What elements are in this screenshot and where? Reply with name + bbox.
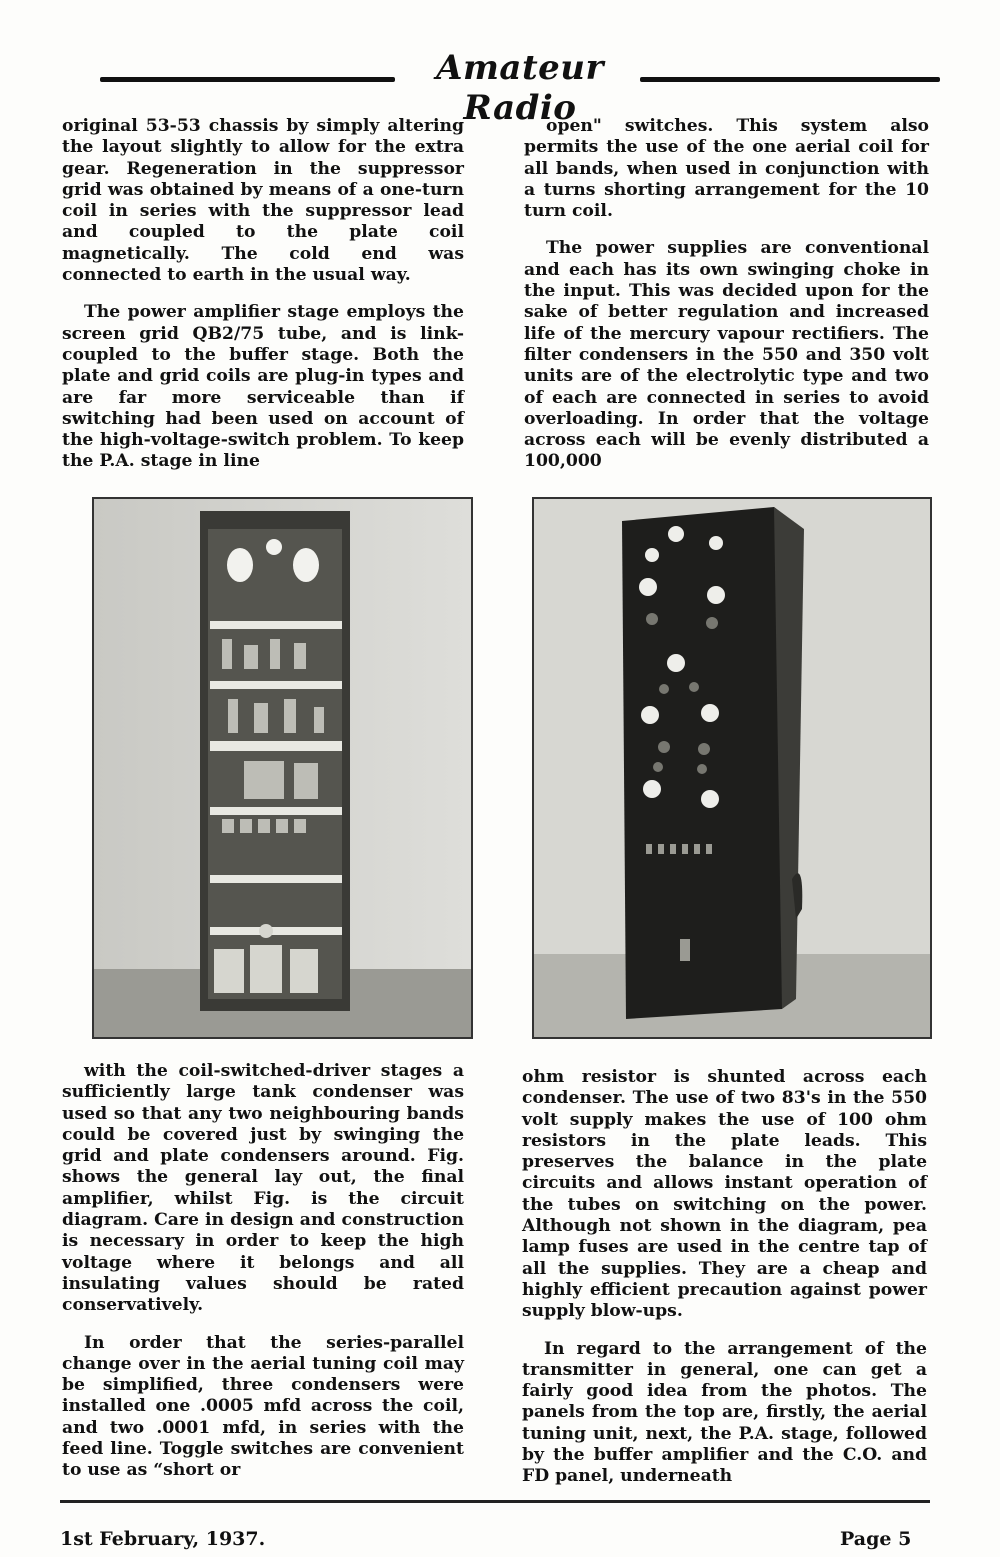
paragraph: In order that the series-parallel change over in the aerial tuning coil may be simplified, three condensers were installed one .0005 mfd across the coil, and two .0001 mfd, in series with the feed line. Toggle switches are convenient to use as “short or	[62, 1332, 464, 1481]
column-right-bottom	[522, 1067, 927, 1488]
paragraph: with the coil-switched-driver stages a sufficiently large tank condenser was used so that any two neighbouring bands could be covered just by swinging the grid and plate condensers around. Fig. shows the general lay out, the final amplifier, whilst Fig. is the circuit diagram. Care in design and construction is necessary in order to keep the high voltage where it belongs and all insulating values should be rated conservatively.	[62, 1061, 464, 1316]
page-number: Page 5	[840, 1528, 912, 1550]
masthead-rule-right	[640, 77, 940, 82]
footer-date: 1st February, 1937.	[60, 1528, 266, 1550]
masthead	[100, 48, 940, 128]
photo-transmitter-rack-open	[92, 497, 473, 1039]
footer-rule	[60, 1500, 930, 1503]
paragraph: ohm resistor is shunted across each condenser. The use of two 83's in the 550 volt supply makes the use of 100 ohm resistors in the plate leads. This preserves the balance in the plate circuits and allows instant operation of the tubes on switching on the power. Although not shown in the diagram, pea lamp fuses are used in the centre tap of all the supplies. They are a cheap and highly efficient precaution against power supply blow-ups.	[522, 1067, 927, 1322]
masthead-rule-left	[100, 77, 395, 82]
photo-transmitter-cabinet	[532, 497, 932, 1039]
column-right-top	[524, 116, 929, 473]
paragraph: The power supplies are conventional and each has its own swinging choke in the input. This was decided upon for the sake of better regulation and increased life of the mercury vapour rectifiers. The filter condensers in the 550 and 350 volt units are of the electrolytic type and two of each are connected in series to avoid overloading. In order that the voltage across each will be evenly distributed a 100,000	[524, 238, 929, 472]
transmitter-rack-open-image	[94, 499, 471, 1037]
paragraph: In regard to the arrangement of the transmitter in general, one can get a fairly good idea from the photos. The panels from the top are, firstly, the aerial tuning unit, next, the P.A. stage, followed by the buffer amplifier and the C.O. and FD panel, underneath	[522, 1338, 927, 1487]
column-left-top	[62, 116, 464, 473]
paragraph: The power amplifier stage employs the screen grid QB2/75 tube, and is link-coupled to the buffer stage. Both the plate and grid coils are plug-in types and are far more serviceable than if switching had been used on account of the high-voltage-switch problem. To keep the P.A. stage in line	[62, 302, 464, 472]
column-left-bottom	[62, 1061, 464, 1482]
transmitter-cabinet-image	[534, 499, 930, 1037]
paragraph: open" switches. This system also permits the use of the one aerial coil for all bands, when used in conjunction with a turns shorting arrangement for the 10 turn coil.	[524, 116, 929, 222]
masthead-title: Amateur Radio	[436, 48, 604, 128]
paragraph: original 53-53 chassis by simply altering the layout slightly to allow for the extra gear. Regeneration in the suppressor grid was obtained by means of a one-turn coil in series with the suppressor lead and coupled to the plate coil magnetically. The cold end was connected to earth in the usual way.	[62, 116, 464, 286]
